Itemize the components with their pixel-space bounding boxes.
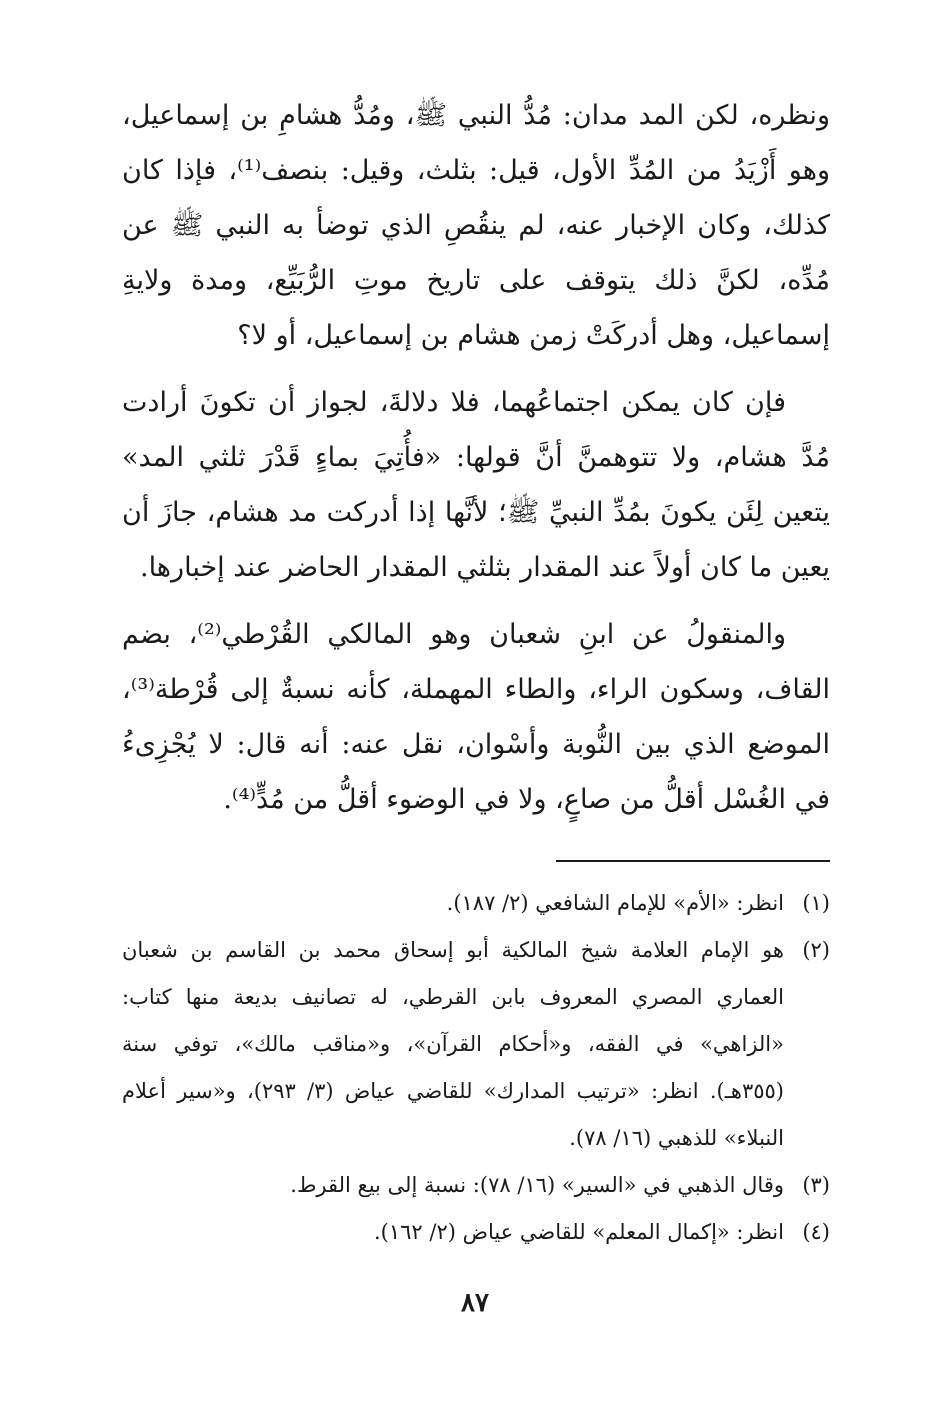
footnote-text: هو الإمام العلامة شيخ المالكية أبو إسحاق محمد بن القاسم بن شعبان العماري المصري المعروف بابن القرطي، له تصانيف بديعة منها كتاب: «الزاهي» في الفقه، و«أحكام القرآن»، و«مناقب مالك»، توفي سنة (٣٥٥هـ). انظر: «ترتيب المدارك» للقاضي عياض (٣/ ٢٩٣)، و«سير أعلام النبلاء» للذهبي (١٦/ ٧٨). — [122, 938, 784, 1150]
paragraph: والمنقولُ عن ابنِ شعبان وهو المالكي القُرْطي⁽²⁾، بضم القاف، وسكون الراء، والطاء المهملة، كأنه نسبةٌ إلى قُرْطة⁽³⁾، الموضع الذي بين النُّوبة وأسْوان، نقل عنه: أنه قال: لا يُجْزِىءُ في الغُسْل أقلُّ من صاعٍ، ولا في الوضوء أقلُّ من مُدٍّ⁽⁴⁾. — [122, 619, 830, 815]
footnote-text: انظر: «الأم» للإمام الشافعي (٢/ ١٨٧). — [446, 891, 784, 915]
page-number: ٨٧ — [461, 1288, 489, 1318]
footnote-number: (٣) — [802, 1173, 830, 1197]
footnote-number: (٢) — [802, 938, 830, 962]
footnote-separator — [556, 860, 830, 862]
paragraph: فإن كان يمكن اجتماعُهما، فلا دلالةَ، لجواز أن تكونَ أرادت مُدَّ هشام، ولا تتوهمنَّ أنَّ قولها: «فأُتِيَ بماءٍ قَدْرَ ثلثي المد» يتعين لِئَن يكونَ بمُدِّ النبيِّ ﷺ؛ لأنَّها إذا أدركت مد هشام، جازَ أن يعين ما كان أولاً عند المقدار بثلثي المقدار الحاضر عند إخبارها. — [122, 387, 830, 583]
footnote-text: انظر: «إكمال المعلم» للقاضي عياض (٢/ ١٦٢). — [373, 1220, 784, 1244]
footnote-text: وقال الذهبي في «السير» (١٦/ ٧٨): نسبة إلى بيع القرط. — [290, 1173, 784, 1197]
footnote — [122, 1162, 830, 1209]
paragraph: ونظره، لكن المد مدان: مُدُّ النبي ﷺ، ومُدُّ هشامِ بن إسماعيل، وهو أَزْيَدُ من المُدِّ الأول، قيل: بثلث، وقيل: بنصف⁽¹⁾، فإذا كان كذلك، وكان الإخبار عنه، لم ينقُصِ الذي توضأ به النبي ﷺ عن مُدِّه، لكنَّ ذلك يتوقف على تاريخ موتِ الرُّبَيِّع، ومدة ولايةِ إسماعيل، وهل أدركَتْ زمن هشام بن إسماعيل، أو لا؟ — [122, 100, 830, 351]
footnote — [122, 880, 830, 927]
footnote-number: (١) — [802, 891, 830, 915]
main-text — [122, 88, 830, 839]
footnote-number: (٤) — [802, 1220, 830, 1244]
footnote — [122, 927, 830, 1162]
footnotes — [122, 880, 830, 1256]
footnote — [122, 1209, 830, 1256]
